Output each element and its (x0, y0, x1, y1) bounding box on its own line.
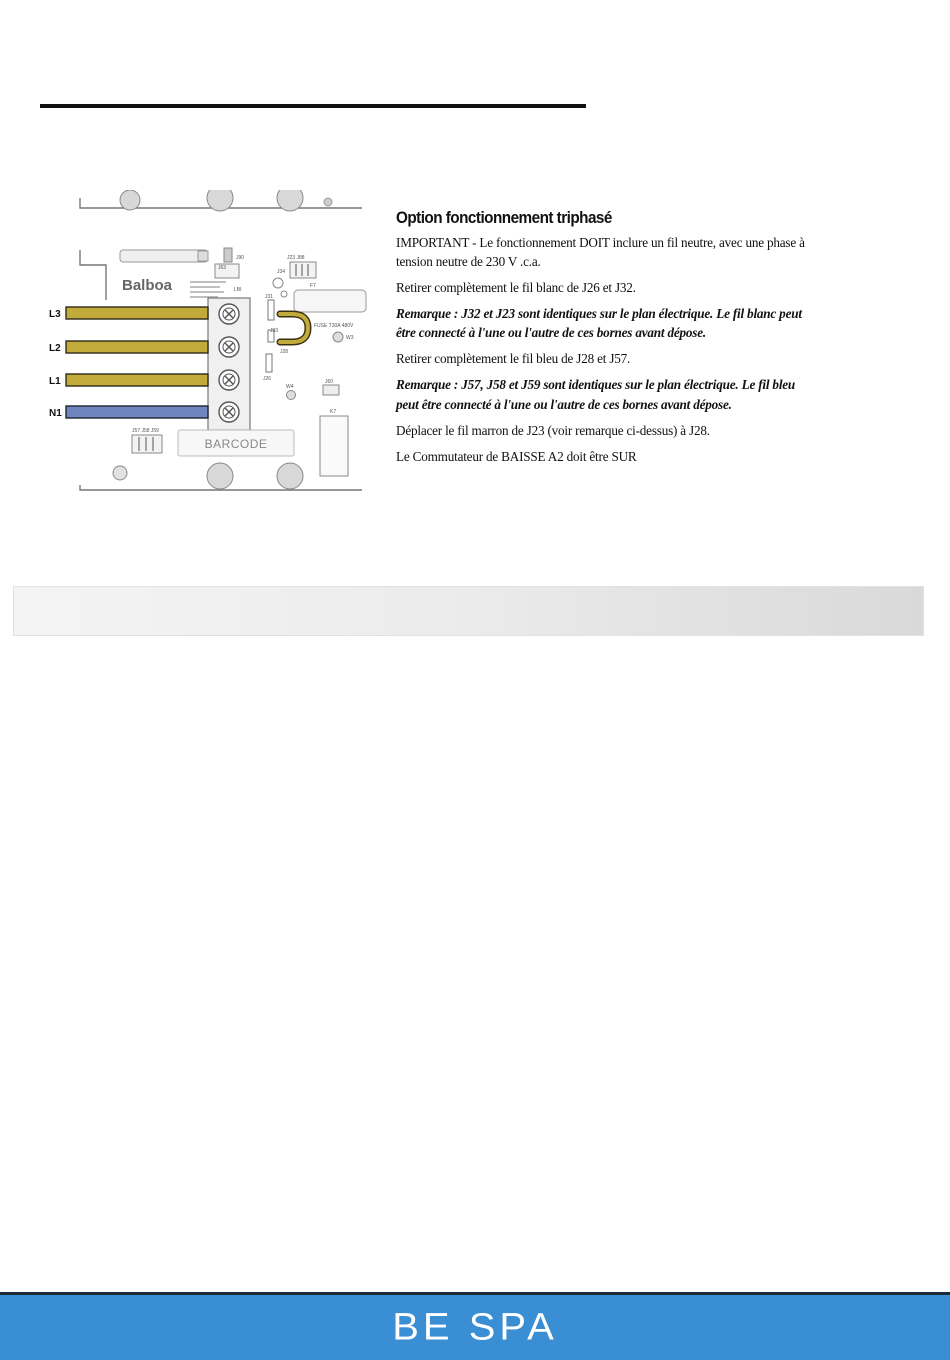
wire-n1 (66, 406, 208, 418)
connector-f7-label: F7 (310, 283, 316, 289)
connector-j90-label: J90 (236, 255, 245, 261)
connector-k7-label: K7 (330, 409, 337, 415)
connector-w4-label: W4 (286, 384, 294, 390)
wire-label-l1: L1 (49, 376, 61, 387)
connector-j26-label: J26 (263, 376, 272, 382)
terminal-screw (219, 402, 239, 422)
footer-brand: BE SPA (392, 1306, 558, 1348)
instruction-paragraph: Retirer complètement le fil bleu de J28 et J57. (396, 351, 631, 367)
connector-w3-label: W3 (346, 335, 354, 341)
instruction-note: Remarque : J57, J58 et J59 sont identiques sur le plan électrique. Le fil bleu peut être connecté à l'une ou l'autre de ces bornes avant dépose. (396, 377, 796, 412)
connector-j33-label: J33 (270, 328, 279, 334)
connector-j63-label: J63 (218, 265, 227, 271)
wire-label-l3: L3 (49, 309, 61, 320)
terminal-screw (219, 370, 239, 390)
instruction-note: Remarque : J32 et J23 sont identiques sur le plan électrique. Le fil blanc peut être connecté à l'une ou l'autre de ces bornes avant dépose. (396, 306, 802, 341)
instruction-paragraph: Déplacer le fil marron de J23 (voir remarque ci-dessus) à J28. (396, 422, 710, 438)
instruction-paragraph: Le Commutateur de BAISSE A2 doit être SUR (396, 448, 637, 464)
instructions-title: Option fonctionnement triphasé (396, 208, 612, 227)
wire-label-l2: L2 (49, 343, 61, 354)
balboa-logo: Balboa (122, 277, 173, 294)
connector-j34-label: J34 (277, 269, 286, 275)
svg-text:LBI: LBI (234, 287, 242, 293)
terminal-screw (219, 304, 239, 324)
connector-j31-label: J31 (265, 294, 274, 300)
wire-l1 (66, 374, 208, 386)
connector-j23-j88-label: J23 J88 (287, 255, 305, 261)
connector-j60-label: J60 (325, 379, 334, 385)
fuse-label: FUSE T30A 480V (314, 323, 354, 329)
circuit-board-diagram (40, 190, 385, 495)
wire-l3 (66, 307, 208, 319)
section-divider-bar (13, 586, 924, 636)
terminal-screw (219, 337, 239, 357)
wire-l2 (66, 341, 208, 353)
board-svg (40, 190, 385, 495)
instructions-panel (396, 206, 816, 473)
instruction-paragraph: IMPORTANT - Le fonctionnement DOIT inclure un fil neutre, avec une phase à tension neutre de 230 V .c.a. (396, 234, 805, 269)
footer-banner (0, 1295, 950, 1360)
header-rule (40, 104, 586, 108)
barcode-label: BARCODE (204, 437, 268, 451)
instruction-paragraph: Retirer complètement le fil blanc de J26 et J32. (396, 279, 636, 295)
connector-j28-label: J28 (280, 349, 289, 355)
connector-j57-j58-j59-label: J57 J58 J59 (132, 428, 159, 434)
wire-label-n1: N1 (49, 408, 62, 419)
